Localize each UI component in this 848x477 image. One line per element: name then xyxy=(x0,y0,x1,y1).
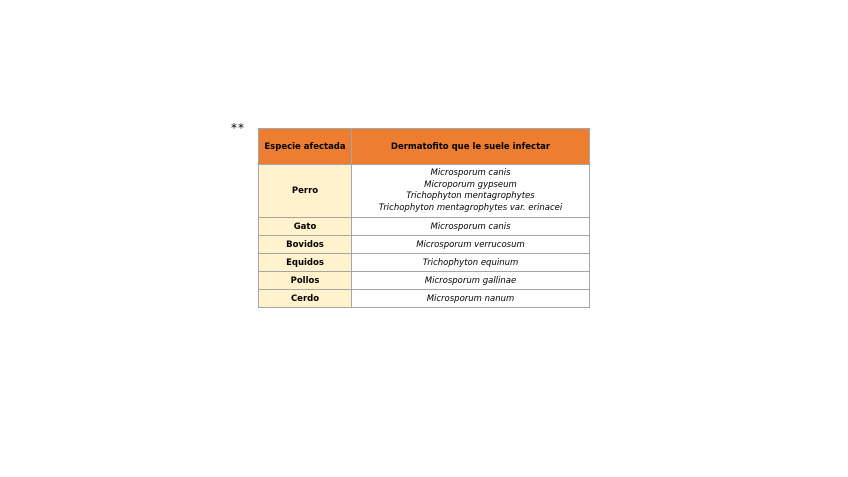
asterisk-marker: ** xyxy=(231,121,245,135)
dermatophyte-cell: Microsporum canis xyxy=(352,218,590,236)
header-species: Especie afectada xyxy=(259,129,352,165)
species-cell: Pollos xyxy=(259,272,352,290)
header-dermatophyte: Dermatofito que le suele infectar xyxy=(352,129,590,165)
table-row xyxy=(259,290,590,308)
table-header-row xyxy=(259,129,590,165)
species-cell: Perro xyxy=(259,165,352,218)
dermatophyte-cell: Microsporum gallinae xyxy=(352,272,590,290)
dermatophyte-cell: Trichophyton equinum xyxy=(352,254,590,272)
table-row xyxy=(259,254,590,272)
dermatophyte-cell: Microsporum nanum xyxy=(352,290,590,308)
table-row xyxy=(259,218,590,236)
species-cell: Cerdo xyxy=(259,290,352,308)
species-cell: Equidos xyxy=(259,254,352,272)
dermatophyte-name: Trichophyton mentagrophytes xyxy=(406,191,535,201)
species-cell: Bovidos xyxy=(259,236,352,254)
table-row xyxy=(259,272,590,290)
dermatophyte-cell: Microsporum verrucosum xyxy=(352,236,590,254)
dermatophyte-name: Microporum gypseum xyxy=(424,179,517,190)
dermatophyte-name: Microsporum canis xyxy=(430,168,511,178)
species-dermatophyte-table xyxy=(258,128,590,308)
table-row xyxy=(259,165,590,218)
dermatophyte-name: Trichophyton mentagrophytes var. erinacei xyxy=(378,202,563,213)
dermatophyte-cell xyxy=(352,165,590,218)
species-cell: Gato xyxy=(259,218,352,236)
table-row xyxy=(259,236,590,254)
